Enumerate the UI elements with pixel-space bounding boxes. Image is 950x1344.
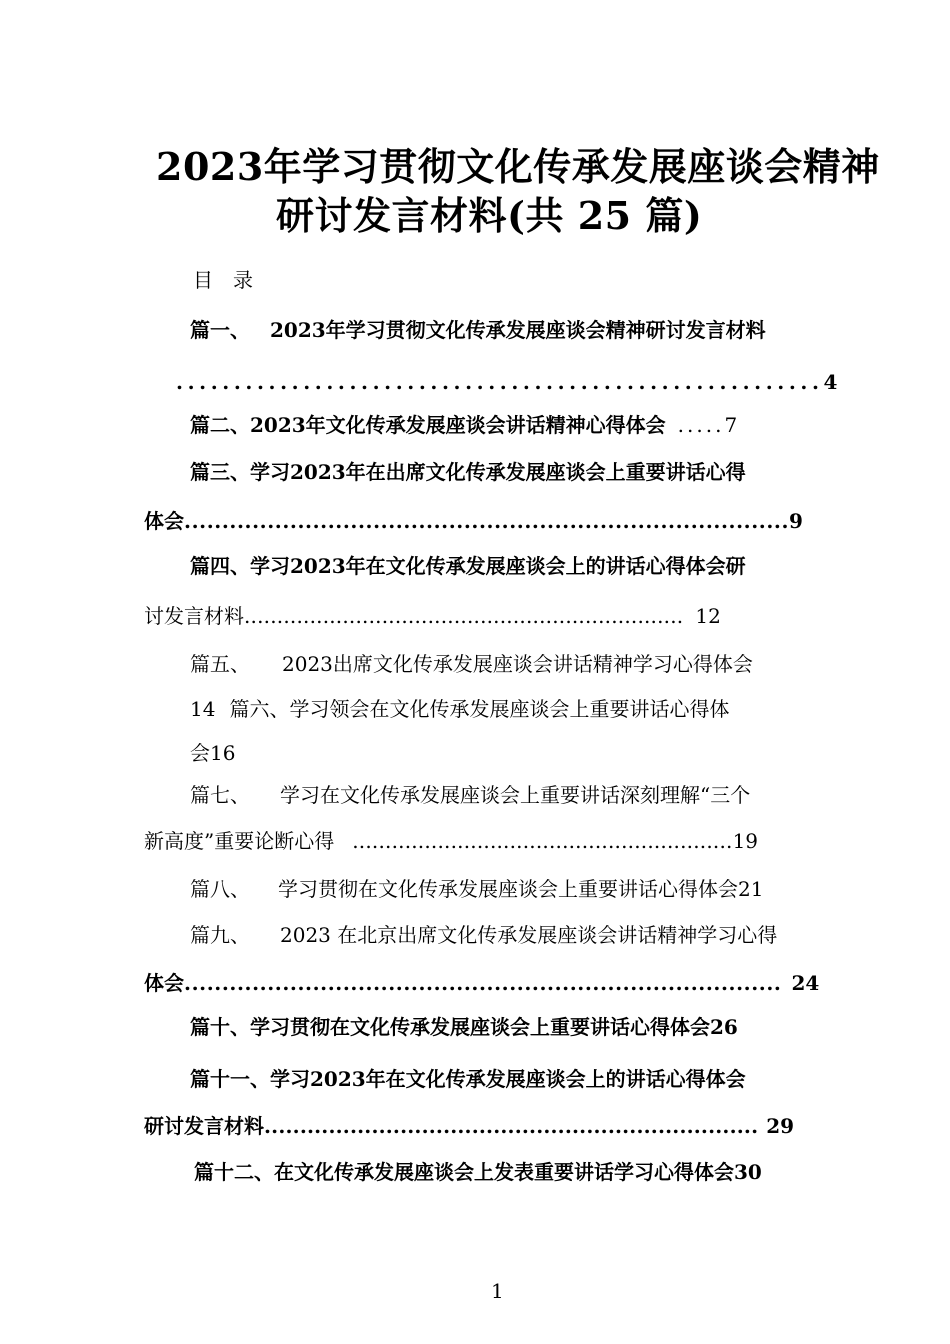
toc-entry-7-line-1[interactable] xyxy=(190,785,750,805)
toc-entry-1-title: 2023年学习贯彻文化传承发展座谈会精神研讨发言材料 xyxy=(270,318,766,342)
toc-entry-11-line-1[interactable]: 篇十一、学习2023年在文化传承发展座谈会上的讲话心得体会 xyxy=(190,1067,746,1091)
toc-entry-1-leader: ........................................................ xyxy=(176,370,824,394)
toc-entry-10[interactable]: 篇十、学习贯彻在文化传承发展座谈会上重要讲话心得体会26 xyxy=(190,1015,738,1039)
toc-entry-11-title-end: 研讨发言材料 xyxy=(144,1114,264,1138)
toc-entry-5-6-line[interactable] xyxy=(190,699,729,719)
toc-entry-4-leader: ................................................................... xyxy=(244,604,684,628)
toc-entry-7-title: 学习在文化传承发展座谈会上重要讲话深刻理解“三个 xyxy=(280,783,751,807)
toc-entry-7-page: 19 xyxy=(732,829,759,853)
toc-entry-9-line-2[interactable] xyxy=(144,973,819,993)
toc-entry-12[interactable]: 篇十二、在文化传承发展座谈会上发表重要讲话学习心得体会30 xyxy=(194,1160,762,1184)
toc-entry-4-line-1[interactable]: 篇四、学习2023年在文化传承发展座谈会上的讲话心得体会研 xyxy=(190,554,746,578)
toc-entry-1-page: 4 xyxy=(823,370,838,394)
toc-entry-8[interactable] xyxy=(190,879,763,899)
toc-entry-2-page: 7 xyxy=(724,413,738,437)
toc-entry-3-title-end: 体会 xyxy=(144,509,184,533)
toc-entry-7-leader: .......................................................... xyxy=(352,829,733,853)
toc-entry-3-line-1[interactable]: 篇三、学习2023年在出席文化传承发展座谈会上重要讲话心得 xyxy=(190,460,746,484)
toc-entry-9-label: 篇九、 xyxy=(190,923,250,947)
toc-entry-5-line-1[interactable] xyxy=(190,654,753,674)
toc-entry-4-title-end: 讨发言材料 xyxy=(144,604,244,628)
toc-entry-9-title-end: 体会 xyxy=(144,971,184,995)
toc-entry-11-page: 29 xyxy=(766,1114,795,1138)
toc-entry-9-leader: ............................................................................... xyxy=(184,971,782,995)
toc-heading: 目 录 xyxy=(193,268,253,292)
toc-entry-9-page: 24 xyxy=(791,971,820,995)
toc-entry-6-line-1: 篇六、学习领会在文化传承发展座谈会上重要讲话心得体 xyxy=(229,697,730,721)
toc-entry-5-title: 2023出席文化传承发展座谈会讲话精神学习心得体会 xyxy=(282,652,753,676)
toc-entry-9-title: 2023 在北京出席文化传承发展座谈会讲话精神学习心得 xyxy=(280,923,778,947)
toc-entry-2-title: 篇二、2023年文化传承发展座谈会讲话精神心得体会 xyxy=(190,413,666,437)
toc-entry-9-line-1[interactable] xyxy=(190,925,777,945)
toc-entry-6-line-2[interactable]: 会16 xyxy=(190,741,236,765)
toc-entry-11-line-2[interactable] xyxy=(144,1116,794,1136)
document-title-line-2: 研讨发言材料(共 25 篇) xyxy=(276,193,703,238)
toc-entry-3-leader: ................................................................................ xyxy=(184,509,790,533)
toc-entry-2[interactable] xyxy=(190,415,737,435)
toc-entry-11-leader: ..................................................................... xyxy=(264,1114,759,1138)
page-number: 1 xyxy=(491,1279,504,1303)
toc-entry-7-line-2[interactable] xyxy=(144,831,758,851)
toc-entry-3-page: 9 xyxy=(789,509,803,533)
toc-entry-1-label: 篇一、 xyxy=(190,318,250,342)
toc-entry-3-line-2[interactable] xyxy=(144,511,803,531)
toc-entry-5-page: 14 xyxy=(190,697,216,721)
toc-entry-5-label: 篇五、 xyxy=(190,652,250,676)
toc-entry-4-page: 12 xyxy=(695,604,721,628)
document-title-line-1: 2023年学习贯彻文化传承发展座谈会精神 xyxy=(156,144,880,189)
toc-entry-1-line-1[interactable] xyxy=(190,320,766,340)
toc-entry-7-title-end: 新高度”重要论断心得 xyxy=(144,829,335,853)
toc-entry-7-label: 篇七、 xyxy=(190,783,250,807)
toc-entry-2-leader: ..... xyxy=(677,413,725,437)
toc-entry-1-line-2[interactable] xyxy=(176,372,837,392)
toc-entry-4-line-2[interactable] xyxy=(144,606,721,626)
toc-entry-8-label: 篇八、 xyxy=(190,877,250,901)
toc-entry-8-title: 学习贯彻在文化传承发展座谈会上重要讲话心得体会21 xyxy=(278,877,764,901)
